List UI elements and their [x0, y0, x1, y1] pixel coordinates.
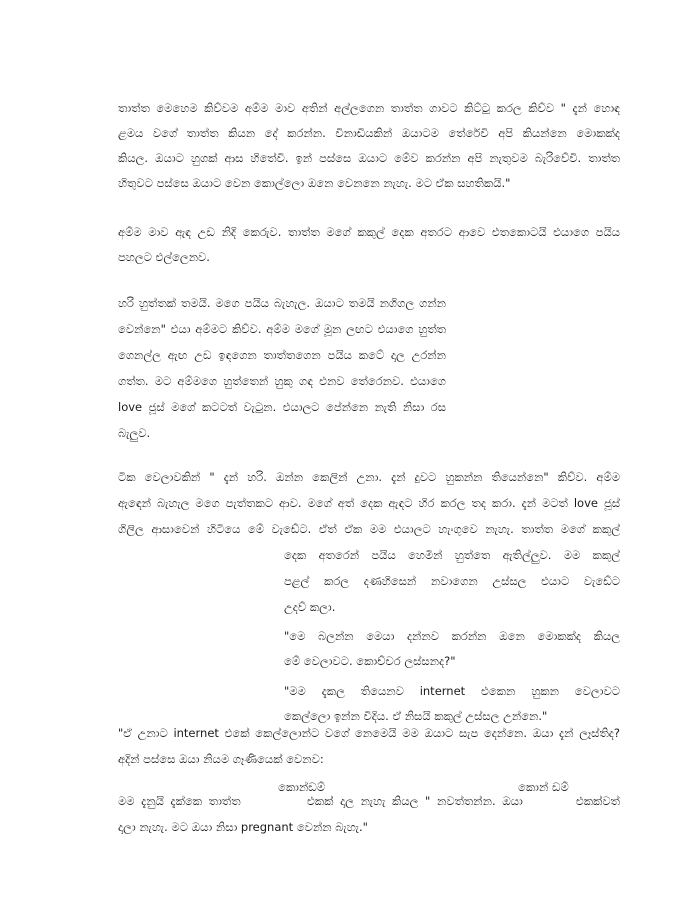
text-line: ළමය වගේ තාත්ත කියන දේ කරන්න. විනාඩියකින් ඔයාටම තේරේවි අපි කියන්නෙ මොකක්ද [118, 126, 620, 140]
text-line: ඇඳෙන් බැහැල මගෙ පැත්තකට ආව. මගේ අත් දෙක ඇඳට හිර කරල තද කරා. දැන් මටත් love ජූස් [118, 496, 620, 510]
text-line: "මම දැකල තියෙනව internet එකෙන හුකන වෙලාවට [284, 684, 620, 698]
text-line: ගෙනල්ල ඇඟ උඩ ඉඳගෙන තාත්තගෙන පයිය කටේ දාල උරන්න [118, 348, 446, 362]
paragraph-1 [118, 96, 620, 196]
paragraph-2 [118, 220, 620, 270]
paragraph-4 [118, 464, 620, 542]
text-line: හරි හුත්තක් තමයි. මගෙ පයිය බැහැල. ඔයාට තමයි නගිගල ගන්න [118, 296, 446, 310]
paragraph-3 [118, 290, 446, 446]
text-line: අම්ම මාව ඇඳ උඩ නිදි කෙරුව. තාත්ත මගේ කකුල් දෙක අතරට ආවෙ එතකොටයි එයාගෙ පයිය [118, 225, 620, 239]
paragraph-8 [118, 788, 620, 840]
text-line: කෙල්ලො ඉන්න විදිය. ඒ නිසයි කකුල් උස්සල උන්නෙ." [284, 709, 548, 723]
text-line: ටික වෙලාවකින් " දැන් හරි. ඔන්න කෙලින් උනා. දැන් දුවට හුකන්න තියෙන්නෙ" කිව්ව. අම්ම [118, 470, 620, 484]
text-line: love ජූස් මගේ කටටත් වැටුන. එයාලට පේන්නෙ නැති නිසා රස [118, 400, 446, 414]
text-line: බැලුව. [118, 426, 151, 440]
paragraph-7 [118, 720, 620, 772]
text-line: අදින් පස්සෙ ඔයා නියම ගෑණියෙක් වෙනව: [118, 752, 324, 766]
text-line: ගිලිල ආසාවෙන් හිටියෙ මේ වැඩේට. ඒත් ඒක මම එයාලට හැංගුවෙ නැහැ. තාත්ත මගේ කකුල් [118, 522, 620, 536]
text-line: දාලා නැහැ. මට ඔයා නිසා pregnant වෙන්න බැහැ." [118, 820, 368, 834]
text-line: උදව් කලා. [284, 600, 336, 614]
text-line: තාත්ත මෙහෙම කිව්වම අම්ම මාව අතින් අල්ලගෙන තාත්ත ගාවට කිට්ටු කරල කිව්ව " දැන් හොඳ [118, 101, 620, 115]
text-line: ගත්ත. මට අම්මගෙ හුත්තෙන් හුකු ගඳ එනව තේරෙනව. එයාගෙ [118, 374, 446, 388]
text-line: දෙක අතරෙන් පයිය හෙමින් හුත්තෙ ඇතිල්ලුව. මම කකුල් [284, 548, 620, 562]
superscript-condom-2: කොන් ඩම් [518, 780, 569, 794]
paragraph-5 [284, 542, 620, 620]
text-line: වෙන්නෙ" එයා අම්මට කිව්ව. අම්ම මගේ මූන ලඟට එයාගෙ හුත්ත [118, 322, 446, 336]
text-line: මේ වෙලාවට. කොච්චර ලස්සනද?" [284, 654, 456, 668]
text-line: කියල. ඔයාට හුගක් ආස හිතේවි. ඉන් පස්සෙ ඔයාට මේව කරන්න අපි නැතුවම බැරිවේවි. තාත්ත [118, 151, 620, 165]
text-line: මම දැනුයි දැක්කෙ තාත්ත එකක් දාල නැහැ කියල " නවත්තන්න. ඔයා එකක්වත් [118, 794, 620, 808]
text-line: "ඒ උනාට internet එකේ කෙල්ලොන්ට වගේ නෙමෙයි මම ඔයාට සැප දෙන්නෙ. ඔයා දැන් ලෑස්තිද? [118, 726, 620, 740]
superscript-condom-1: කොන්ඩම් [278, 780, 326, 794]
text-line: පළල් කරල දණහිසෙන් නවාගෙන උස්සල එයාට වැඩේට [284, 574, 620, 588]
text-line: පහලට එල්ලෙනව. [118, 250, 210, 264]
text-line: හිතුවට පස්සෙ ඔයාට වෙන කොල්ලො ඔනෙ වෙනනෙ නැහැ. මට ඒක සහතිකයි." [118, 176, 511, 190]
paragraph-6 [284, 624, 620, 729]
text-line: "මෙ බලන්න මෙයා දන්නව කරන්න ඔනෙ මොකක්ද කියල [284, 629, 620, 643]
